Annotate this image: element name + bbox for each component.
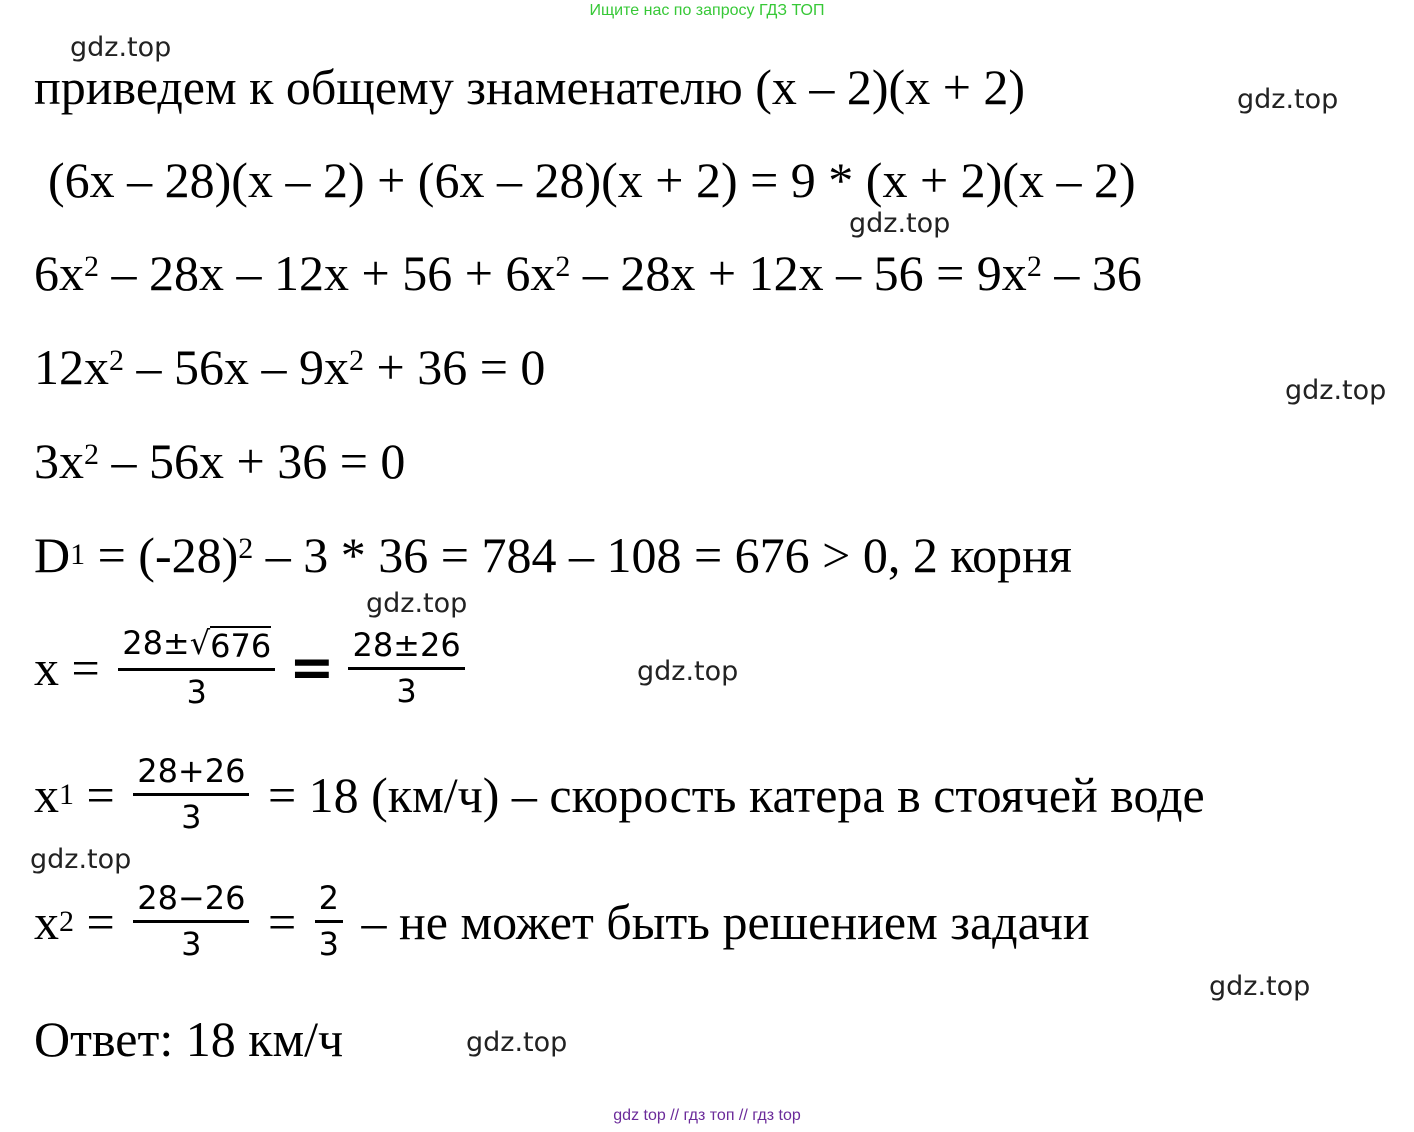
solution-line-common-denominator — [34, 59, 1026, 115]
fraction-denominator: 3 — [396, 671, 417, 710]
sqrt-radicand: 676 — [210, 627, 272, 665]
term: = (-28) — [85, 527, 239, 583]
fraction-numerator — [118, 626, 275, 668]
term: = — [74, 766, 128, 823]
watermark: gdz.top — [1209, 971, 1311, 1002]
watermark: gdz.top — [637, 656, 739, 687]
term: – 56x – 9x — [124, 339, 349, 395]
term: = — [255, 893, 309, 950]
term: x = — [34, 640, 113, 697]
term: x — [34, 893, 59, 950]
fraction-numerator: 2 — [318, 879, 340, 917]
equals-sign: = — [289, 636, 335, 700]
top-banner[interactable]: Ищите нас по запросу ГДЗ ТОП — [589, 2, 825, 19]
term: D — [34, 527, 71, 583]
term: – 3 * 36 = 784 – 108 = 676 > 0, 2 корня — [253, 527, 1072, 583]
term: – 56x + 36 = 0 — [99, 433, 406, 489]
fraction — [133, 881, 249, 962]
fraction-denominator: 3 — [181, 925, 202, 964]
watermark: gdz.top — [70, 32, 172, 63]
solution-line-roots-formula — [34, 626, 471, 710]
term: = — [74, 893, 128, 950]
fraction-denominator: 3 — [181, 798, 202, 837]
fraction-numerator: 28−26 — [137, 879, 246, 917]
solution-line-root-1: x 1 = $\frac{28+26}{3}$ = 18 (км/ч) – скорость катера в стоячей воде — [34, 752, 1205, 837]
watermark: gdz.top — [1285, 375, 1387, 406]
fraction — [348, 625, 464, 710]
solution-line-root-2: x 2 = $\frac{28-26}{3}$ = $\frac{2}{3}$ – не может быть решением задачи — [34, 879, 1090, 964]
fraction-denominator: 3 — [186, 673, 207, 712]
term: – 28x – 12x + 56 + 6x — [99, 245, 556, 301]
solution-line-quadratic: 3x $^2$ – 56x + 36 = 0 — [34, 433, 406, 489]
watermark: gdz.top — [30, 844, 132, 875]
fraction — [133, 754, 249, 835]
line-text: (6x – 28)(x – 2) + (6x – 28)(x + 2) = 9 * (x + 2)(x – 2) — [48, 152, 1136, 208]
bottom-banner[interactable]: gdz top // гдз топ // гдз top — [613, 1107, 801, 1124]
solution-line-equation — [48, 152, 1136, 208]
fraction-denominator: 3 — [318, 925, 340, 964]
sqrt-icon: √ — [189, 624, 211, 662]
term: – не может быть решением задачи — [349, 893, 1090, 950]
term: – 28x + 12x – 56 = 9x — [570, 245, 1027, 301]
fraction — [118, 626, 275, 710]
watermark: gdz.top — [1237, 84, 1339, 115]
term: 6x — [34, 245, 84, 301]
sqrt — [190, 626, 271, 664]
term: x — [34, 766, 59, 823]
term: – 36 — [1041, 245, 1142, 301]
watermark: gdz.top — [849, 208, 951, 239]
fraction — [315, 881, 343, 962]
term: 12x — [34, 339, 109, 395]
term: 3x — [34, 433, 84, 489]
term: + 36 = 0 — [364, 339, 546, 395]
fraction-numerator: 28±26 — [352, 625, 461, 664]
line-text: приведем к общему знаменателю (x – 2)(x + 2) — [34, 59, 1026, 115]
answer-text: Ответ: 18 км/ч — [34, 1011, 344, 1067]
solution-line-discriminant: D 1 = (-28) $^2$ – 3 * 36 = 784 – 108 = 676 > 0, 2 корня — [34, 527, 1072, 583]
solution-line-moved: 12x $^2$ – 56x – 9x $^2$ + 36 = 0 — [34, 339, 546, 395]
watermark: gdz.top — [366, 588, 468, 619]
fraction-numerator: 28+26 — [137, 752, 246, 790]
solution-line-expanded: 6x $^2$ – 28x – 12x + 56 + 6x $^2$ – 28x + 12x – 56 = 9x $^2$ – 36 — [34, 245, 1142, 301]
solution-answer — [34, 1011, 344, 1067]
numerator-text: 28± — [122, 624, 190, 662]
watermark: gdz.top — [466, 1027, 568, 1058]
term: = 18 (км/ч) – скорость катера в стоячей воде — [255, 766, 1205, 823]
